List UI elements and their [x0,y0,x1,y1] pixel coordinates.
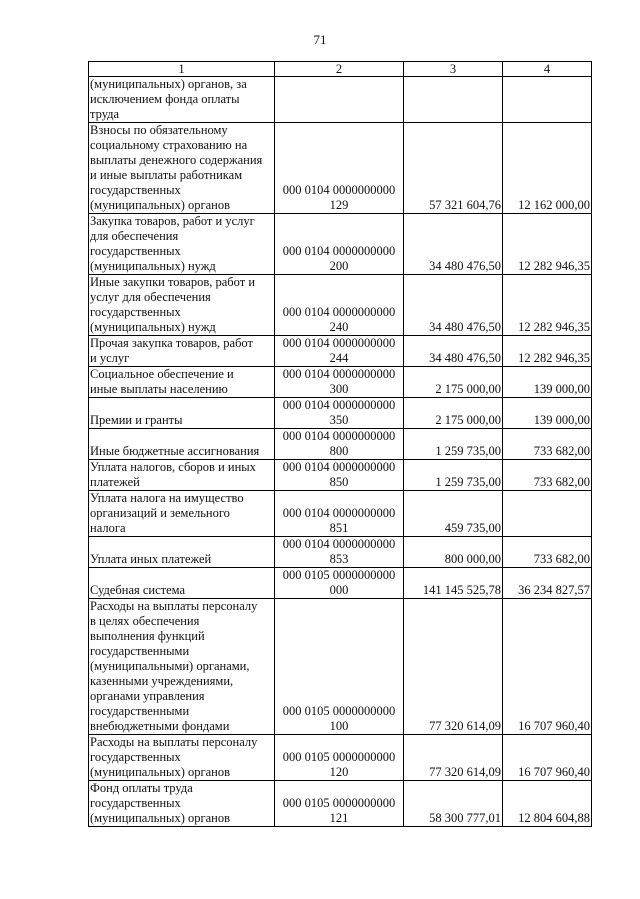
row-name: Уплата иных платежей [89,537,275,568]
row-col3-value [404,77,503,123]
table-row [89,429,592,460]
row-col3-value: 58 300 777,01 [404,781,503,827]
row-name: Социальное обеспечение и иные выплаты населению [89,367,275,398]
table-row [89,367,592,398]
row-col4-value [503,77,592,123]
header-col-3: 3 [404,62,503,77]
table-header-row [89,62,592,77]
table-row [89,398,592,429]
table-row [89,336,592,367]
row-code: 000 0104 0000000000 851 [275,491,404,537]
row-name: Прочая закупка товаров, работ и услуг [89,336,275,367]
table-row [89,77,592,123]
row-name: Уплата налога на имущество организаций и земельного налога [89,491,275,537]
row-col3-value: 2 175 000,00 [404,367,503,398]
row-col4-value: 733 682,00 [503,429,592,460]
row-col4-value: 733 682,00 [503,460,592,491]
row-col3-value: 57 321 604,76 [404,123,503,214]
row-col4-value [503,491,592,537]
table-row [89,491,592,537]
row-col3-value: 1 259 735,00 [404,460,503,491]
budget-table [88,61,592,827]
row-col3-value: 34 480 476,50 [404,214,503,275]
row-col4-value: 16 707 960,40 [503,735,592,781]
row-col3-value: 1 259 735,00 [404,429,503,460]
row-code: 000 0105 0000000000 000 [275,568,404,599]
row-col3-value: 34 480 476,50 [404,275,503,336]
row-col3-value: 34 480 476,50 [404,336,503,367]
row-col3-value: 141 145 525,78 [404,568,503,599]
row-code: 000 0105 0000000000 120 [275,735,404,781]
row-name: Иные бюджетные ассигнования [89,429,275,460]
row-name: Расходы на выплаты персоналу в целях обеспечения выполнения функций государственными (муниципальными) органами, казенными учреждениями, органами управления государственными внебюджетными фондами [89,599,275,735]
table-row [89,735,592,781]
row-col3-value: 77 320 614,09 [404,735,503,781]
row-name: Судебная система [89,568,275,599]
row-col3-value: 459 735,00 [404,491,503,537]
row-col4-value: 36 234 827,57 [503,568,592,599]
row-col4-value: 12 804 604,88 [503,781,592,827]
row-name: Иные закупки товаров, работ и услуг для обеспечения государственных (муниципальных) нужд [89,275,275,336]
table-row [89,460,592,491]
table-row [89,123,592,214]
row-name: (муниципальных) органов, за исключением фонда оплаты труда [89,77,275,123]
row-code: 000 0104 0000000000 853 [275,537,404,568]
row-code: 000 0105 0000000000 100 [275,599,404,735]
row-col4-value: 733 682,00 [503,537,592,568]
table-row [89,537,592,568]
table-row [89,599,592,735]
row-col4-value: 12 282 946,35 [503,275,592,336]
row-col4-value: 139 000,00 [503,398,592,429]
row-code: 000 0104 0000000000 129 [275,123,404,214]
row-code: 000 0104 0000000000 240 [275,275,404,336]
row-code: 000 0104 0000000000 300 [275,367,404,398]
table-row [89,568,592,599]
row-col4-value: 139 000,00 [503,367,592,398]
row-code: 000 0104 0000000000 850 [275,460,404,491]
row-code: 000 0104 0000000000 200 [275,214,404,275]
row-col4-value: 12 282 946,35 [503,336,592,367]
row-code: 000 0105 0000000000 121 [275,781,404,827]
row-name: Расходы на выплаты персоналу государственных (муниципальных) органов [89,735,275,781]
row-col4-value: 16 707 960,40 [503,599,592,735]
row-code: 000 0104 0000000000 800 [275,429,404,460]
row-col4-value: 12 162 000,00 [503,123,592,214]
header-col-1: 1 [89,62,275,77]
row-name: Фонд оплаты труда государственных (муниципальных) органов [89,781,275,827]
page-number: 71 [313,32,327,47]
row-name: Закупка товаров, работ и услуг для обеспечения государственных (муниципальных) нужд [89,214,275,275]
row-col3-value: 77 320 614,09 [404,599,503,735]
table-row [89,214,592,275]
row-name: Взносы по обязательному социальному страхованию на выплаты денежного содержания и иные выплаты работникам государственных (муниципальных) органов [89,123,275,214]
table-row [89,275,592,336]
row-code: 000 0104 0000000000 244 [275,336,404,367]
row-col3-value: 2 175 000,00 [404,398,503,429]
table-row [89,781,592,827]
row-name: Уплата налогов, сборов и иных платежей [89,460,275,491]
row-code [275,77,404,123]
row-code: 000 0104 0000000000 350 [275,398,404,429]
header-col-4: 4 [503,62,592,77]
header-col-2: 2 [275,62,404,77]
row-col4-value: 12 282 946,35 [503,214,592,275]
row-col3-value: 800 000,00 [404,537,503,568]
row-name: Премии и гранты [89,398,275,429]
